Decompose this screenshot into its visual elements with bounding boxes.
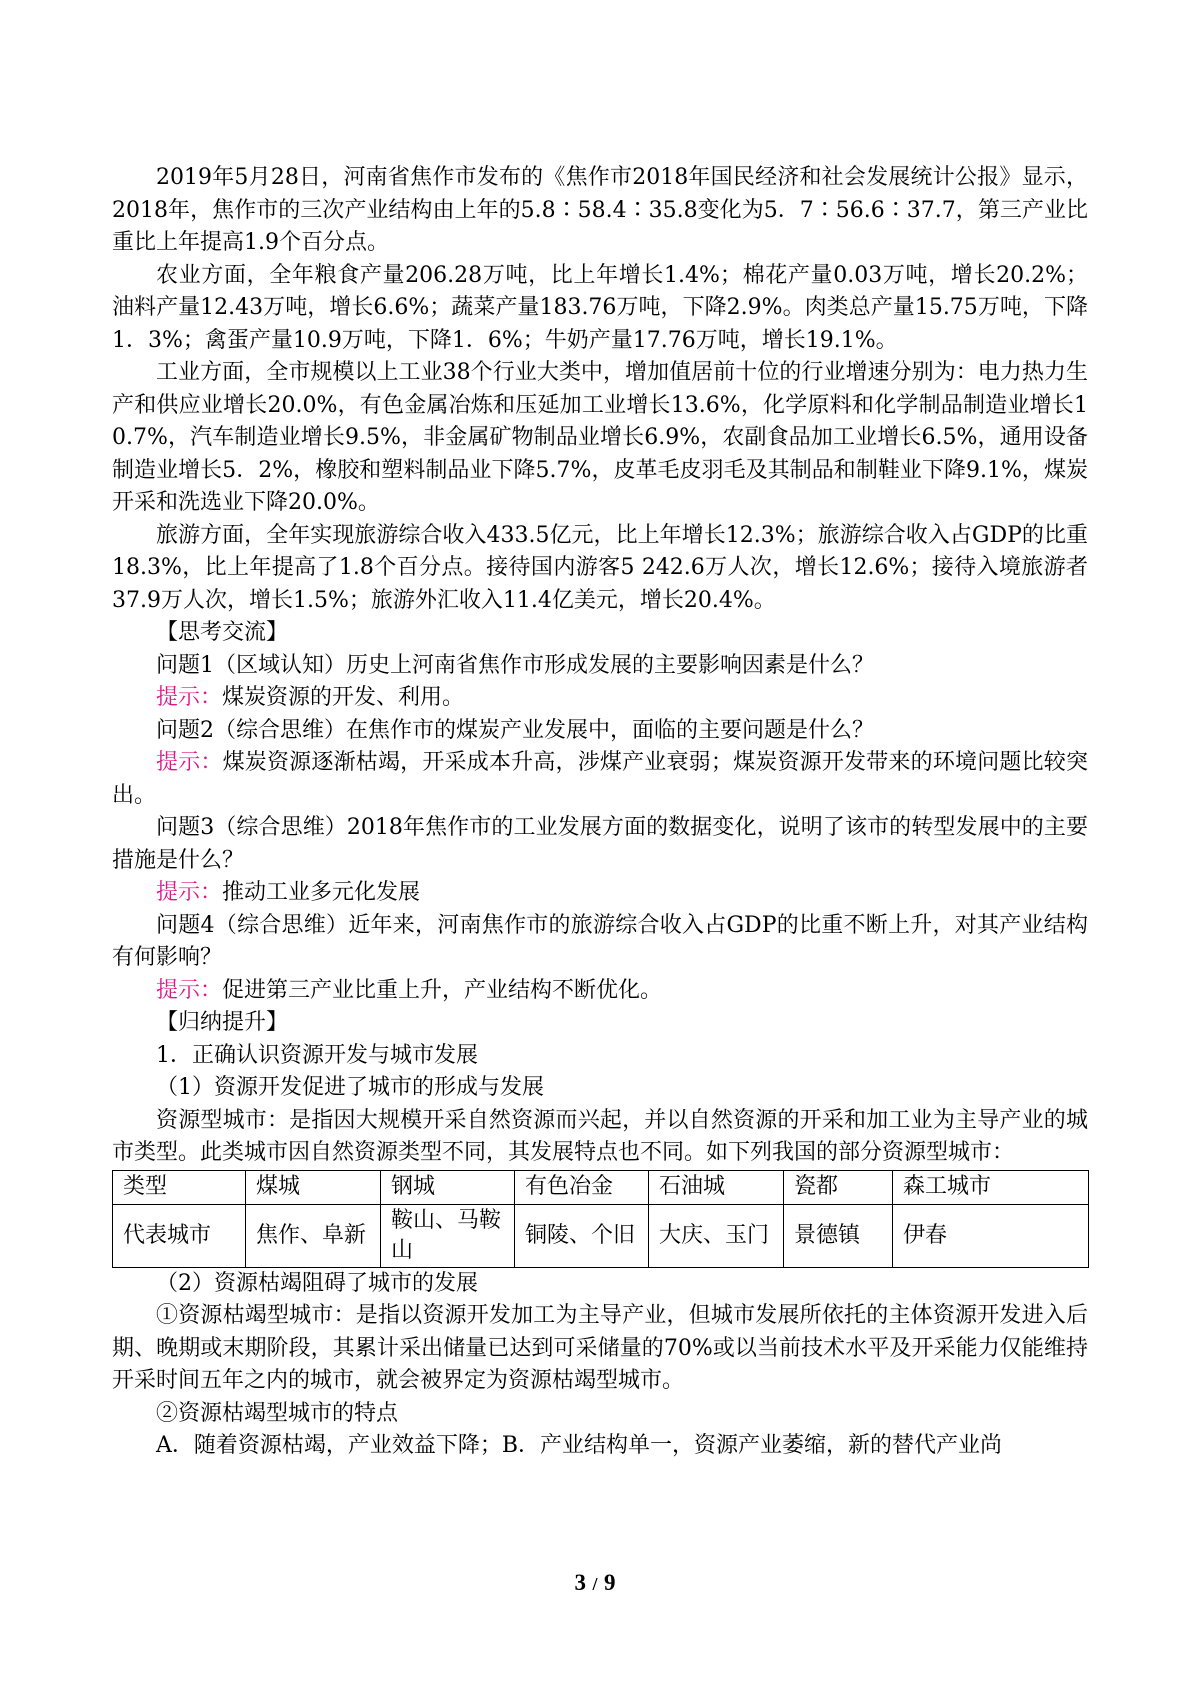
answer-3	[112, 877, 1088, 910]
point-1-subheading-2: （2）资源枯竭阻碍了城市的发展	[156, 1270, 478, 1296]
hint-text: 煤炭资源逐渐枯竭，开采成本升高，涉煤产业衰弱；煤炭资源开发带来的环境问题比较突出。	[112, 750, 1088, 808]
point-1-title: 1．正确认识资源开发与城市发展	[156, 1042, 478, 1068]
paragraph-agriculture: 农业方面，全年粮食产量206.28万吨，比上年增长1.4%；棉花产量0.03万吨，增长20.2%；油料产量12.43万吨，增长6.6%；蔬菜产量183.76万吨，下降2.9%。肉类总产量15.75万吨，下降1．3%；禽蛋产量10.9万吨，下降1．6%；牛奶产量17.76万吨，增长19.1%。	[112, 262, 1088, 353]
table-cell: 景德镇	[784, 1204, 893, 1267]
hint-label: 提示：	[156, 977, 223, 1003]
table-header-cell: 煤城	[246, 1170, 381, 1204]
answer-1	[112, 682, 1088, 715]
page-number-current: 3	[574, 1570, 587, 1595]
hint-label: 提示：	[156, 685, 223, 710]
section-heading-summary: 【归纳提升】	[156, 1010, 289, 1035]
question-3: 问题3（综合思维）2018年焦作市的工业发展方面的数据变化，说明了该市的转型发展中的主要措施是什么？	[112, 815, 1088, 873]
table-header-cell: 类型	[113, 1170, 246, 1204]
table-cell: 焦作、阜新	[246, 1204, 381, 1267]
answer-2	[112, 747, 1088, 812]
point-1-subheading-1: （1）资源开发促进了城市的形成与发展	[156, 1075, 544, 1100]
table-header-cell: 瓷都	[784, 1170, 893, 1204]
question-4: 问题4（综合思维）近年来，河南焦作市的旅游综合收入占GDP的比重不断上升，对其产业结构有何影响？	[112, 912, 1088, 970]
table-header-cell: 钢城	[381, 1170, 515, 1204]
hint-label: 提示：	[156, 750, 223, 775]
table-cell: 铜陵、个旧	[515, 1204, 649, 1267]
question-2: 问题2（综合思维）在焦作市的煤炭产业发展中，面临的主要问题是什么？	[156, 717, 874, 743]
hint-label: 提示：	[156, 880, 223, 905]
resource-city-table	[112, 1170, 1089, 1268]
hint-text: 煤炭资源的开发、利用。	[222, 685, 465, 710]
paragraph-statistics-bulletin: 2019年5月28日，河南省焦作市发布的《焦作市2018年国民经济和社会发展统计公报》显示，2018年，焦作市的三次产业结构由上年的5.8∶58.4∶35.8变化为5．7∶56.6∶37.7，第三产业比重比上年提高1.9个百分点。	[112, 165, 1088, 255]
hint-text: 推动工业多元化发展	[222, 880, 421, 905]
table-header-cell: 森工城市	[893, 1170, 1089, 1204]
section-heading-think-exchange: 【思考交流】	[156, 620, 289, 645]
answer-4	[112, 975, 1088, 1008]
table-cell: 伊春	[893, 1204, 1089, 1267]
question-1: 问题1（区域认知）历史上河南省焦作市形成发展的主要影响因素是什么？	[156, 652, 874, 678]
table-header-row	[113, 1170, 1089, 1204]
table-header-cell: 石油城	[649, 1170, 784, 1204]
table-row	[113, 1204, 1089, 1267]
depleted-city-features-title: ②资源枯竭型城市的特点	[156, 1400, 399, 1426]
page-number-separator: /	[586, 1574, 604, 1594]
paragraph-tourism: 旅游方面，全年实现旅游综合收入433.5亿元，比上年增长12.3%；旅游综合收入占GDP的比重18.3%，比上年提高了1.8个百分点。接待国内游客5 242.6万人次，增长12.6%；接待入境旅游者37.9万人次，增长1.5%；旅游外汇收入11.4亿美元，增长20.4%。	[112, 522, 1088, 613]
table-cell: 代表城市	[113, 1204, 246, 1267]
table-cell: 大庆、玉门	[649, 1204, 784, 1267]
page-content	[112, 162, 1088, 1463]
depleted-city-features-text: A．随着资源枯竭，产业效益下降；B．产业结构单一，资源产业萎缩，新的替代产业尚	[156, 1433, 1003, 1458]
page-number	[0, 1570, 1191, 1596]
hint-text: 促进第三产业比重上升，产业结构不断优化。	[222, 977, 663, 1003]
depleted-city-definition: ①资源枯竭型城市：是指以资源开发加工为主导产业，但城市发展所依托的主体资源开发进入后期、晚期或末期阶段，其累计采出储量已达到可采储量的70%或以当前技术水平及开采能力仅能维持开采时间五年之内的城市，就会被界定为资源枯竭型城市。	[112, 1303, 1088, 1393]
page-number-total: 9	[604, 1570, 617, 1595]
table-header-cell: 有色冶金	[515, 1170, 649, 1204]
resource-city-definition: 资源型城市：是指因大规模开采自然资源而兴起，并以自然资源的开采和加工业为主导产业的城市类型。此类城市因自然资源类型不同，其发展特点也不同。如下列我国的部分资源型城市：	[112, 1107, 1088, 1165]
paragraph-industry: 工业方面，全市规模以上工业38个行业大类中，增加值居前十位的行业增速分别为：电力热力生产和供应业增长20.0%，有色金属冶炼和压延加工业增长13.6%，化学原料和化学制品制造业增长10.7%，汽车制造业增长9.5%，非金属矿物制品业增长6.9%，农副食品加工业增长6.5%，通用设备制造业增长5．2%，橡胶和塑料制品业下降5.7%，皮革毛皮羽毛及其制品和制鞋业下降9.1%，煤炭开采和洗选业下降20.0%。	[112, 360, 1088, 515]
table-cell: 鞍山、马鞍山	[381, 1204, 515, 1267]
